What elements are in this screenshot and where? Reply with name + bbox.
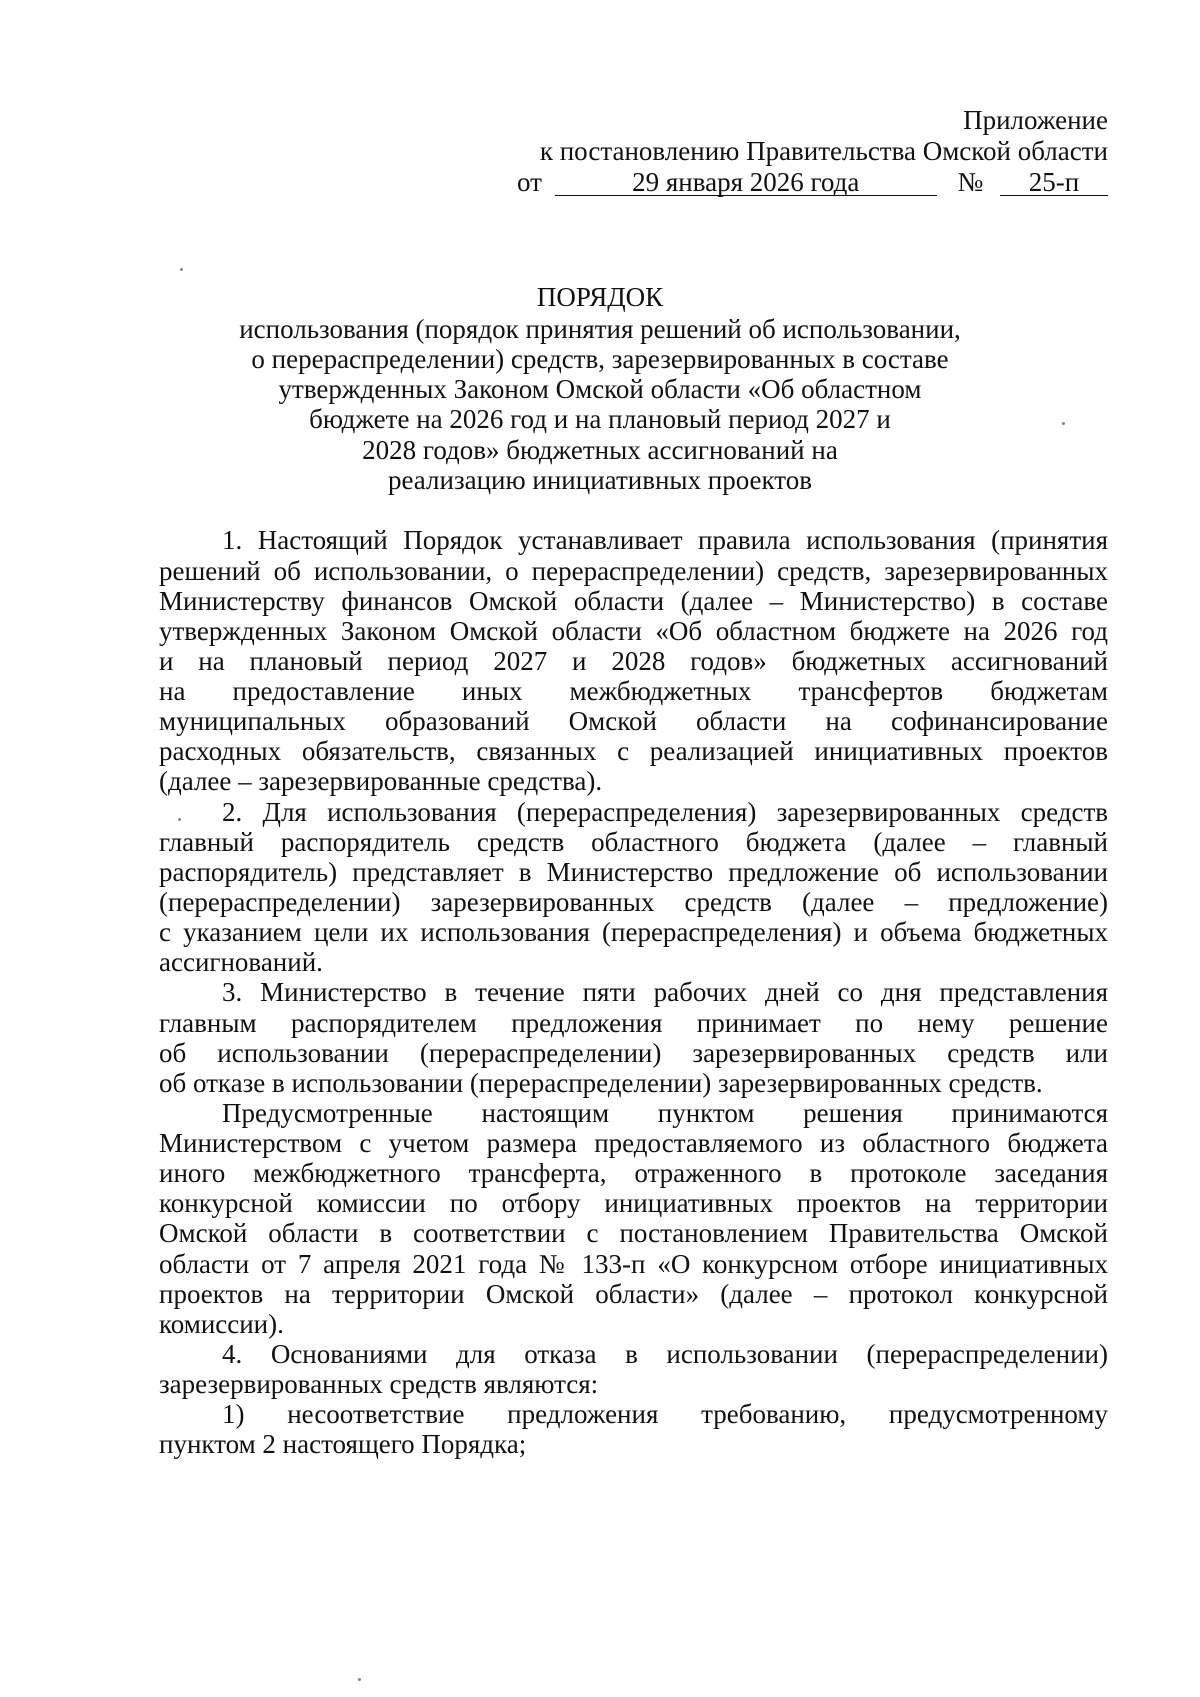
body-line-17: главным распорядителем предложения принимает по нему решение <box>159 1008 1108 1038</box>
scan-speck <box>180 268 183 271</box>
body-line-7: муниципальных образований Омской области на софинансирование <box>159 706 1108 736</box>
resolution-number: 25-п <box>1000 169 1108 196</box>
body-line-1: 1. Настоящий Порядок устанавливает правила использования (принятия <box>222 525 1108 555</box>
number-prefix: № <box>957 167 984 197</box>
body-line-23: конкурсной комиссии по отбору инициативных проектов на территории <box>159 1188 1108 1218</box>
body-line-14: с указанием цели их использования (перераспределения) и объема бюджетных <box>159 917 1108 947</box>
document-title: ПОРЯДОК <box>536 282 664 312</box>
body-line-29: зарезервированных средств являются: <box>159 1369 599 1399</box>
resolution-date-number <box>517 166 1108 199</box>
scan-speck <box>178 818 181 821</box>
date-prefix: от <box>517 167 542 197</box>
title-line-1: использования (порядок принятия решений об использовании, <box>239 314 961 344</box>
body-line-19: об отказе в использовании (перераспределении) зарезервированных средств. <box>159 1068 1043 1098</box>
body-line-18: об использовании (перераспределении) зарезервированных средств или <box>159 1038 1108 1068</box>
body-line-25: области от 7 апреля 2021 года № 133-п «О конкурсном отборе инициативных <box>159 1249 1108 1279</box>
body-line-21: Министерством с учетом размера предоставляемого из областного бюджета <box>159 1128 1108 1158</box>
title-line-4: бюджете на 2026 год и на плановый период 2027 и <box>309 404 891 434</box>
body-line-30: 1) несоответствие предложения требованию, предусмотренному <box>222 1399 1108 1429</box>
title-line-2: о перераспределении) средств, зарезервированных в составе <box>251 344 949 374</box>
body-line-9: (далее – зарезервированные средства). <box>159 766 603 796</box>
appendix-label: Приложение <box>963 105 1108 135</box>
body-line-28: 4. Основаниями для отказа в использовании (перераспределении) <box>222 1339 1108 1369</box>
body-line-11: главный распорядитель средств областного бюджета (далее – главный <box>159 827 1108 857</box>
resolution-date: 29 января 2026 года <box>555 169 937 196</box>
body-line-27: комиссии). <box>159 1309 284 1339</box>
body-line-10: 2. Для использования (перераспределения) зарезервированных средств <box>222 797 1108 827</box>
body-line-20: Предусмотренные настоящим пунктом решения принимаются <box>222 1098 1108 1128</box>
title-line-5: 2028 годов» бюджетных ассигнований на <box>362 435 838 465</box>
body-line-16: 3. Министерство в течение пяти рабочих дней со дня представления <box>222 977 1108 1007</box>
body-line-13: (перераспределении) зарезервированных средств (далее – предложение) <box>159 887 1108 917</box>
title-line-6: реализацию инициативных проектов <box>387 465 812 495</box>
body-line-6: на предоставление иных межбюджетных трансфертов бюджетам <box>159 676 1108 706</box>
body-line-5: и на плановый период 2027 и 2028 годов» бюджетных ассигнований <box>159 646 1108 676</box>
body-line-12: распорядитель) представляет в Министерство предложение об использовании <box>159 857 1108 887</box>
body-line-22: иного межбюджетного трансферта, отраженного в протоколе заседания <box>159 1158 1108 1188</box>
body-line-31: пунктом 2 настоящего Порядка; <box>159 1429 527 1459</box>
body-line-26: проектов на территории Омской области» (далее – протокол конкурсной <box>159 1279 1108 1309</box>
body-line-2: решений об использовании, о перераспределении) средств, зарезервированных <box>159 556 1108 586</box>
title-line-3: утвержденных Законом Омской области «Об областном <box>278 374 922 404</box>
scan-speck <box>358 1678 361 1681</box>
body-line-24: Омской области в соответствии с постановлением Правительства Омской <box>159 1218 1108 1248</box>
resolution-reference: к постановлению Правительства Омской области <box>539 136 1108 166</box>
body-line-4: утвержденных Законом Омской области «Об областном бюджете на 2026 год <box>159 616 1108 646</box>
scan-speck <box>1062 422 1065 425</box>
body-line-8: расходных обязательств, связанных с реализацией инициативных проектов <box>159 736 1108 766</box>
body-line-3: Министерству финансов Омской области (далее – Министерство) в составе <box>159 586 1108 616</box>
body-line-15: ассигнований. <box>159 947 323 977</box>
